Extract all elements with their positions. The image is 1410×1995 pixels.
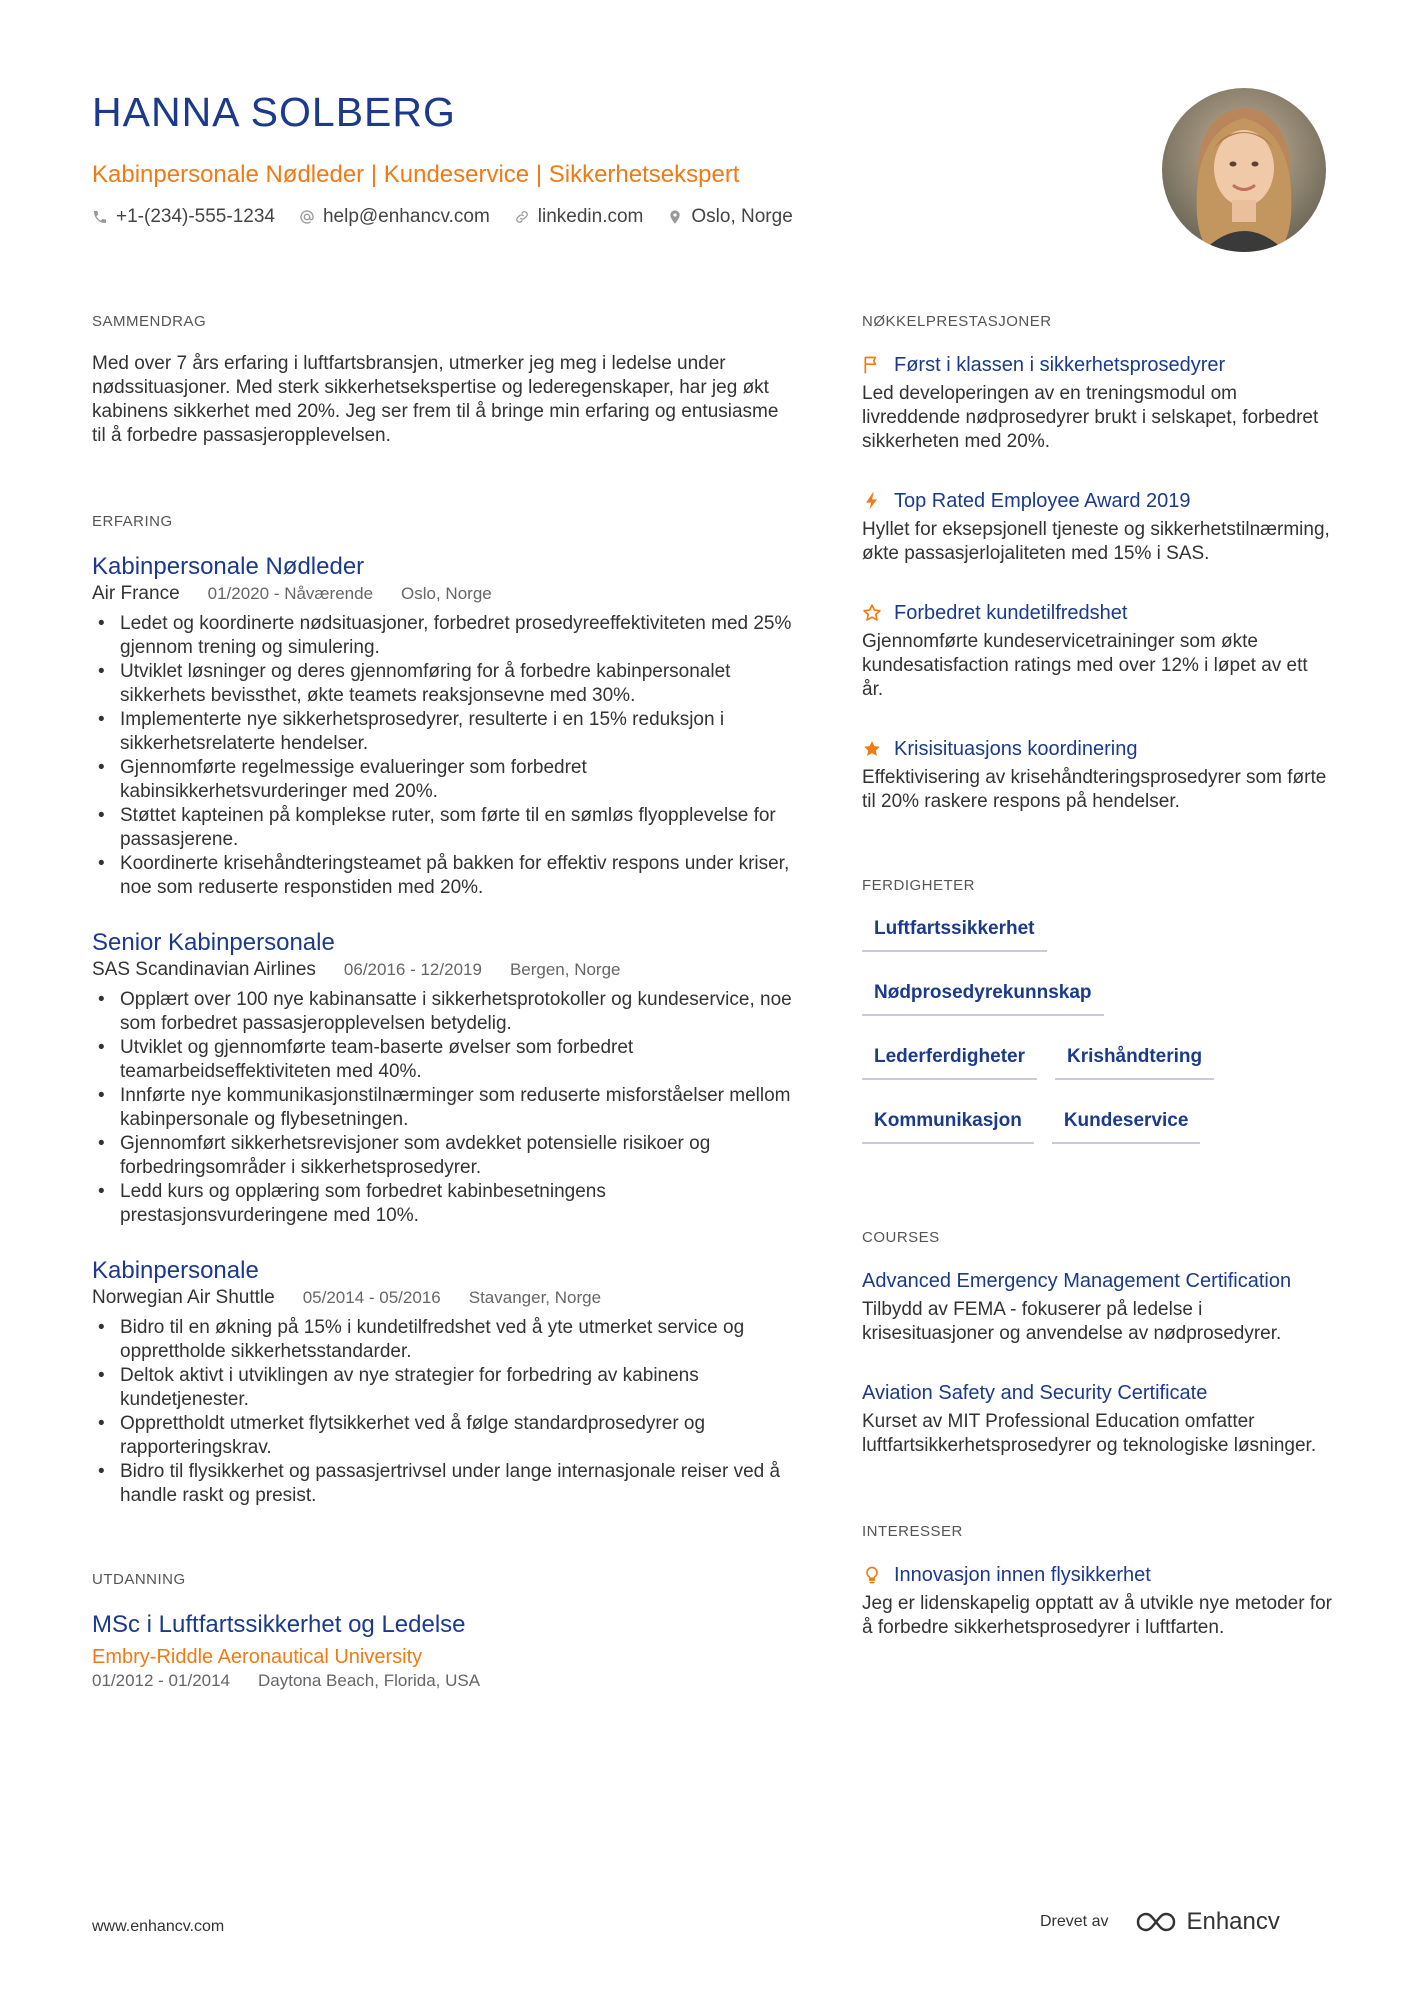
phone-icon bbox=[92, 209, 108, 225]
job-company: SAS Scandinavian Airlines bbox=[92, 959, 316, 980]
job-meta bbox=[92, 1286, 792, 1310]
skill-tag: Nødprosedyrekunnskap bbox=[862, 978, 1104, 1016]
job-title: Kabinpersonale Nødleder bbox=[92, 553, 365, 580]
job-date: 06/2016 - 12/2019 bbox=[343, 960, 482, 979]
job-company: Air France bbox=[92, 583, 180, 604]
skill-tag: Kundeservice bbox=[1052, 1106, 1201, 1144]
job-bullet: • Utviklet og gjennomførte team-baserte øvelser som forbedret teamarbeidseffektiviteten med 40%. bbox=[92, 1036, 792, 1084]
brand-name: Enhancv bbox=[1186, 1908, 1280, 1935]
job-bullets bbox=[92, 988, 792, 1228]
job-bullet: • Opplært over 100 nye kabinansatte i sikkerhetsprotokoller og kundeservice, noe som forbedret passasjeropplevelsen betydelig. bbox=[92, 988, 792, 1036]
summary-section bbox=[92, 312, 792, 448]
job-bullets bbox=[92, 1316, 792, 1508]
job-location: Bergen, Norge bbox=[509, 960, 621, 979]
job-bullet: • Gjennomførte regelmessige evalueringer som forbedret kabinsikkerhetsvurderinger med 20%. bbox=[92, 756, 792, 804]
job-meta bbox=[92, 958, 792, 982]
job-location: Stavanger, Norge bbox=[468, 1288, 602, 1307]
interest-title: Innovasjon innen flysikkerhet bbox=[894, 1564, 1151, 1586]
summary-heading: SAMMENDRAG bbox=[92, 313, 207, 330]
contact-phone[interactable] bbox=[92, 204, 275, 230]
job-date: 01/2020 - Nåværende bbox=[207, 584, 374, 603]
contact-location bbox=[667, 204, 792, 230]
achievement-desc: Gjennomførte kundeservicetraininger som økte kundesatisfaction ratings med over 12% i løpet av ett år. bbox=[862, 631, 1308, 700]
course-title: Aviation Safety and Security Certificate bbox=[862, 1382, 1208, 1404]
achievement-desc: Led developeringen av en treningsmodul om livreddende nødprosedyrer brukt i selskapet, forbedret sikkerheten med 20%. bbox=[862, 383, 1319, 452]
job-title: Kabinpersonale bbox=[92, 1257, 259, 1284]
education-meta bbox=[92, 1670, 792, 1692]
education-school: Embry-Riddle Aeronautical University bbox=[92, 1646, 423, 1668]
avatar bbox=[1162, 88, 1326, 252]
contact-linkedin[interactable] bbox=[514, 204, 644, 230]
skills-section bbox=[862, 876, 1332, 1144]
achievement-item bbox=[862, 352, 1332, 454]
interests-section bbox=[862, 1522, 1332, 1640]
job-company: Norwegian Air Shuttle bbox=[92, 1287, 275, 1308]
skill-tag: Krishåndtering bbox=[1055, 1042, 1214, 1080]
achievement-item bbox=[862, 600, 1332, 702]
job-bullet: • Gjennomført sikkerhetsrevisjoner som avdekket potensielle risikoer og forbedringsområder i sikkerhetsprosedyrer. bbox=[92, 1132, 792, 1180]
courses-section bbox=[862, 1228, 1332, 1458]
achievement-title: Krisisituasjons koordinering bbox=[894, 738, 1138, 760]
skill-tag: Luftfartssikkerhet bbox=[862, 914, 1047, 952]
job-bullet: • Ledd kurs og opplæring som forbedret kabinbesetningens prestasjonsvurderingene med 10%. bbox=[92, 1180, 792, 1228]
interests-heading: INTERESSER bbox=[862, 1523, 963, 1540]
course-item bbox=[862, 1268, 1332, 1346]
achievement-title: Forbedret kundetilfredshet bbox=[894, 602, 1128, 624]
achievement-title: Top Rated Employee Award 2019 bbox=[894, 490, 1191, 512]
lightbulb-icon bbox=[862, 1565, 882, 1585]
course-desc: Kurset av MIT Professional Education omfatter luftfartsikkerhetsprosedyrer og teknologiske løsninger. bbox=[862, 1411, 1317, 1456]
right-column bbox=[862, 312, 1332, 1640]
at-icon bbox=[299, 209, 315, 225]
link-icon bbox=[514, 209, 530, 225]
job-bullet: • Implementerte nye sikkerhetsprosedyrer, resulterte i en 15% reduksjon i sikkerhetsrelaterte hendelser. bbox=[92, 708, 792, 756]
job-bullet: • Deltok aktivt i utviklingen av nye strategier for forbedring av kabinens kundetjenester. bbox=[92, 1364, 792, 1412]
job-bullet: • Koordinerte krisehåndteringsteamet på bakken for effektiv respons under kriser, noe som reduserte responstiden med 20%. bbox=[92, 852, 792, 900]
achievements-heading: NØKKELPRESTASJONER bbox=[862, 313, 1052, 330]
summary-text: Med over 7 års erfaring i luftfartsbransjen, utmerker jeg meg i ledelse under nødssituasjoner. Med sterk sikkerhetsekspertise og lederegenskaper, har jeg økt kabinens sikkerhet med 20%. Jeg ser frem til å bringe min erfaring og entusiasme til å forbedre passasjeropplevelsen. bbox=[92, 353, 779, 446]
education-section bbox=[92, 1570, 792, 1692]
achievement-item bbox=[862, 736, 1332, 814]
enhancv-logo-icon bbox=[1134, 1910, 1178, 1934]
achievement-desc: Hyllet for eksepsjonell tjeneste og sikkerhetstilnærming, økte passasjerlojaliteten med 15% i SAS. bbox=[862, 519, 1330, 564]
flag-icon bbox=[862, 355, 882, 375]
phone-text: +1-(234)-555-1234 bbox=[116, 206, 275, 227]
job-location: Oslo, Norge bbox=[401, 584, 492, 603]
interest-item bbox=[862, 1562, 1332, 1640]
email-text: help@enhancv.com bbox=[322, 206, 490, 227]
achievement-desc: Effektivisering av krisehåndteringsprosedyrer som førte til 20% raskere respons på hendelser. bbox=[862, 767, 1327, 812]
job-meta bbox=[92, 582, 792, 606]
experience-heading: ERFARING bbox=[92, 513, 173, 530]
job-bullet: • Bidro til en økning på 15% i kundetilfredshet ved å yte utmerket service og opprettholde sikkerhetsstandarder. bbox=[92, 1316, 792, 1364]
achievement-title: Først i klassen i sikkerhetsprosedyrer bbox=[894, 354, 1226, 376]
contact-list bbox=[92, 204, 1152, 230]
linkedin-text: linkedin.com bbox=[537, 206, 644, 227]
skill-tag: Lederferdigheter bbox=[862, 1042, 1037, 1080]
job-entry bbox=[92, 552, 792, 900]
achievements-section bbox=[862, 312, 1332, 814]
courses-heading: COURSES bbox=[862, 1229, 940, 1246]
education-degree: MSc i Luftfartssikkerhet og Ledelse bbox=[92, 1611, 466, 1638]
skills-heading: FERDIGHETER bbox=[862, 877, 976, 894]
location-pin-icon bbox=[667, 209, 683, 225]
enhancv-logo[interactable] bbox=[1134, 1908, 1279, 1936]
footer-branding bbox=[1040, 1908, 1280, 1936]
resume-header bbox=[92, 86, 1152, 230]
candidate-headline: Kabinpersonale Nødleder | Kundeservice | Sikkerhetsekspert bbox=[92, 161, 740, 188]
job-bullet: • Støttet kapteinen på komplekse ruter, som førte til en sømløs flyopplevelse for passasjerene. bbox=[92, 804, 792, 852]
interest-desc: Jeg er lidenskapelig opptatt av å utvikle nye metoder for å forbedre sikkerhetsprosedyrer i luftfarten. bbox=[862, 1593, 1332, 1638]
skills-list bbox=[862, 914, 1282, 1144]
job-entry bbox=[92, 1256, 792, 1508]
course-item bbox=[862, 1380, 1332, 1458]
education-date: 01/2012 - 01/2014 bbox=[92, 1671, 231, 1690]
course-title: Advanced Emergency Management Certification bbox=[862, 1270, 1292, 1292]
star-filled-icon bbox=[862, 739, 882, 759]
education-heading: UTDANNING bbox=[92, 1571, 186, 1588]
skill-tag: Kommunikasjon bbox=[862, 1106, 1034, 1144]
job-bullet: • Opprettholdt utmerket flytsikkerhet ved å følge standardprosedyrer og rapporteringskrav. bbox=[92, 1412, 792, 1460]
job-date: 05/2014 - 05/2016 bbox=[302, 1288, 441, 1307]
course-desc: Tilbydd av FEMA - fokuserer på ledelse i krisesituasjoner og anvendelse av nødprosedyrer. bbox=[862, 1299, 1282, 1344]
job-entry bbox=[92, 928, 792, 1228]
job-bullet: • Utviklet løsninger og deres gjennomføring for å forbedre kabinpersonalet sikkerhets bevissthet, økte teamets reaksjonsevne med 30%. bbox=[92, 660, 792, 708]
powered-by-text: Drevet av bbox=[1040, 1913, 1109, 1930]
left-column bbox=[92, 312, 792, 1692]
lightning-icon bbox=[862, 491, 882, 511]
experience-section bbox=[92, 512, 792, 1508]
candidate-name: HANNA SOLBERG bbox=[92, 89, 456, 135]
achievement-item bbox=[862, 488, 1332, 566]
job-title: Senior Kabinpersonale bbox=[92, 929, 335, 956]
location-text: Oslo, Norge bbox=[691, 206, 793, 227]
footer-website[interactable]: www.enhancv.com bbox=[92, 1918, 225, 1935]
contact-email[interactable] bbox=[299, 204, 490, 230]
job-bullet: • Ledet og koordinerte nødsituasjoner, forbedret prosedyreeffektiviteten med 25% gjennom trening og simulering. bbox=[92, 612, 792, 660]
job-bullet: • Innførte nye kommunikasjonstilnærminger som reduserte misforståelser mellom kabinpersonale og flybesetningen. bbox=[92, 1084, 792, 1132]
job-bullet: • Bidro til flysikkerhet og passasjertrivsel under lange internasjonale reiser ved å handle raskt og presist. bbox=[92, 1460, 792, 1508]
education-location: Daytona Beach, Florida, USA bbox=[258, 1671, 481, 1690]
star-outline-icon bbox=[862, 603, 882, 623]
job-bullets bbox=[92, 612, 792, 900]
